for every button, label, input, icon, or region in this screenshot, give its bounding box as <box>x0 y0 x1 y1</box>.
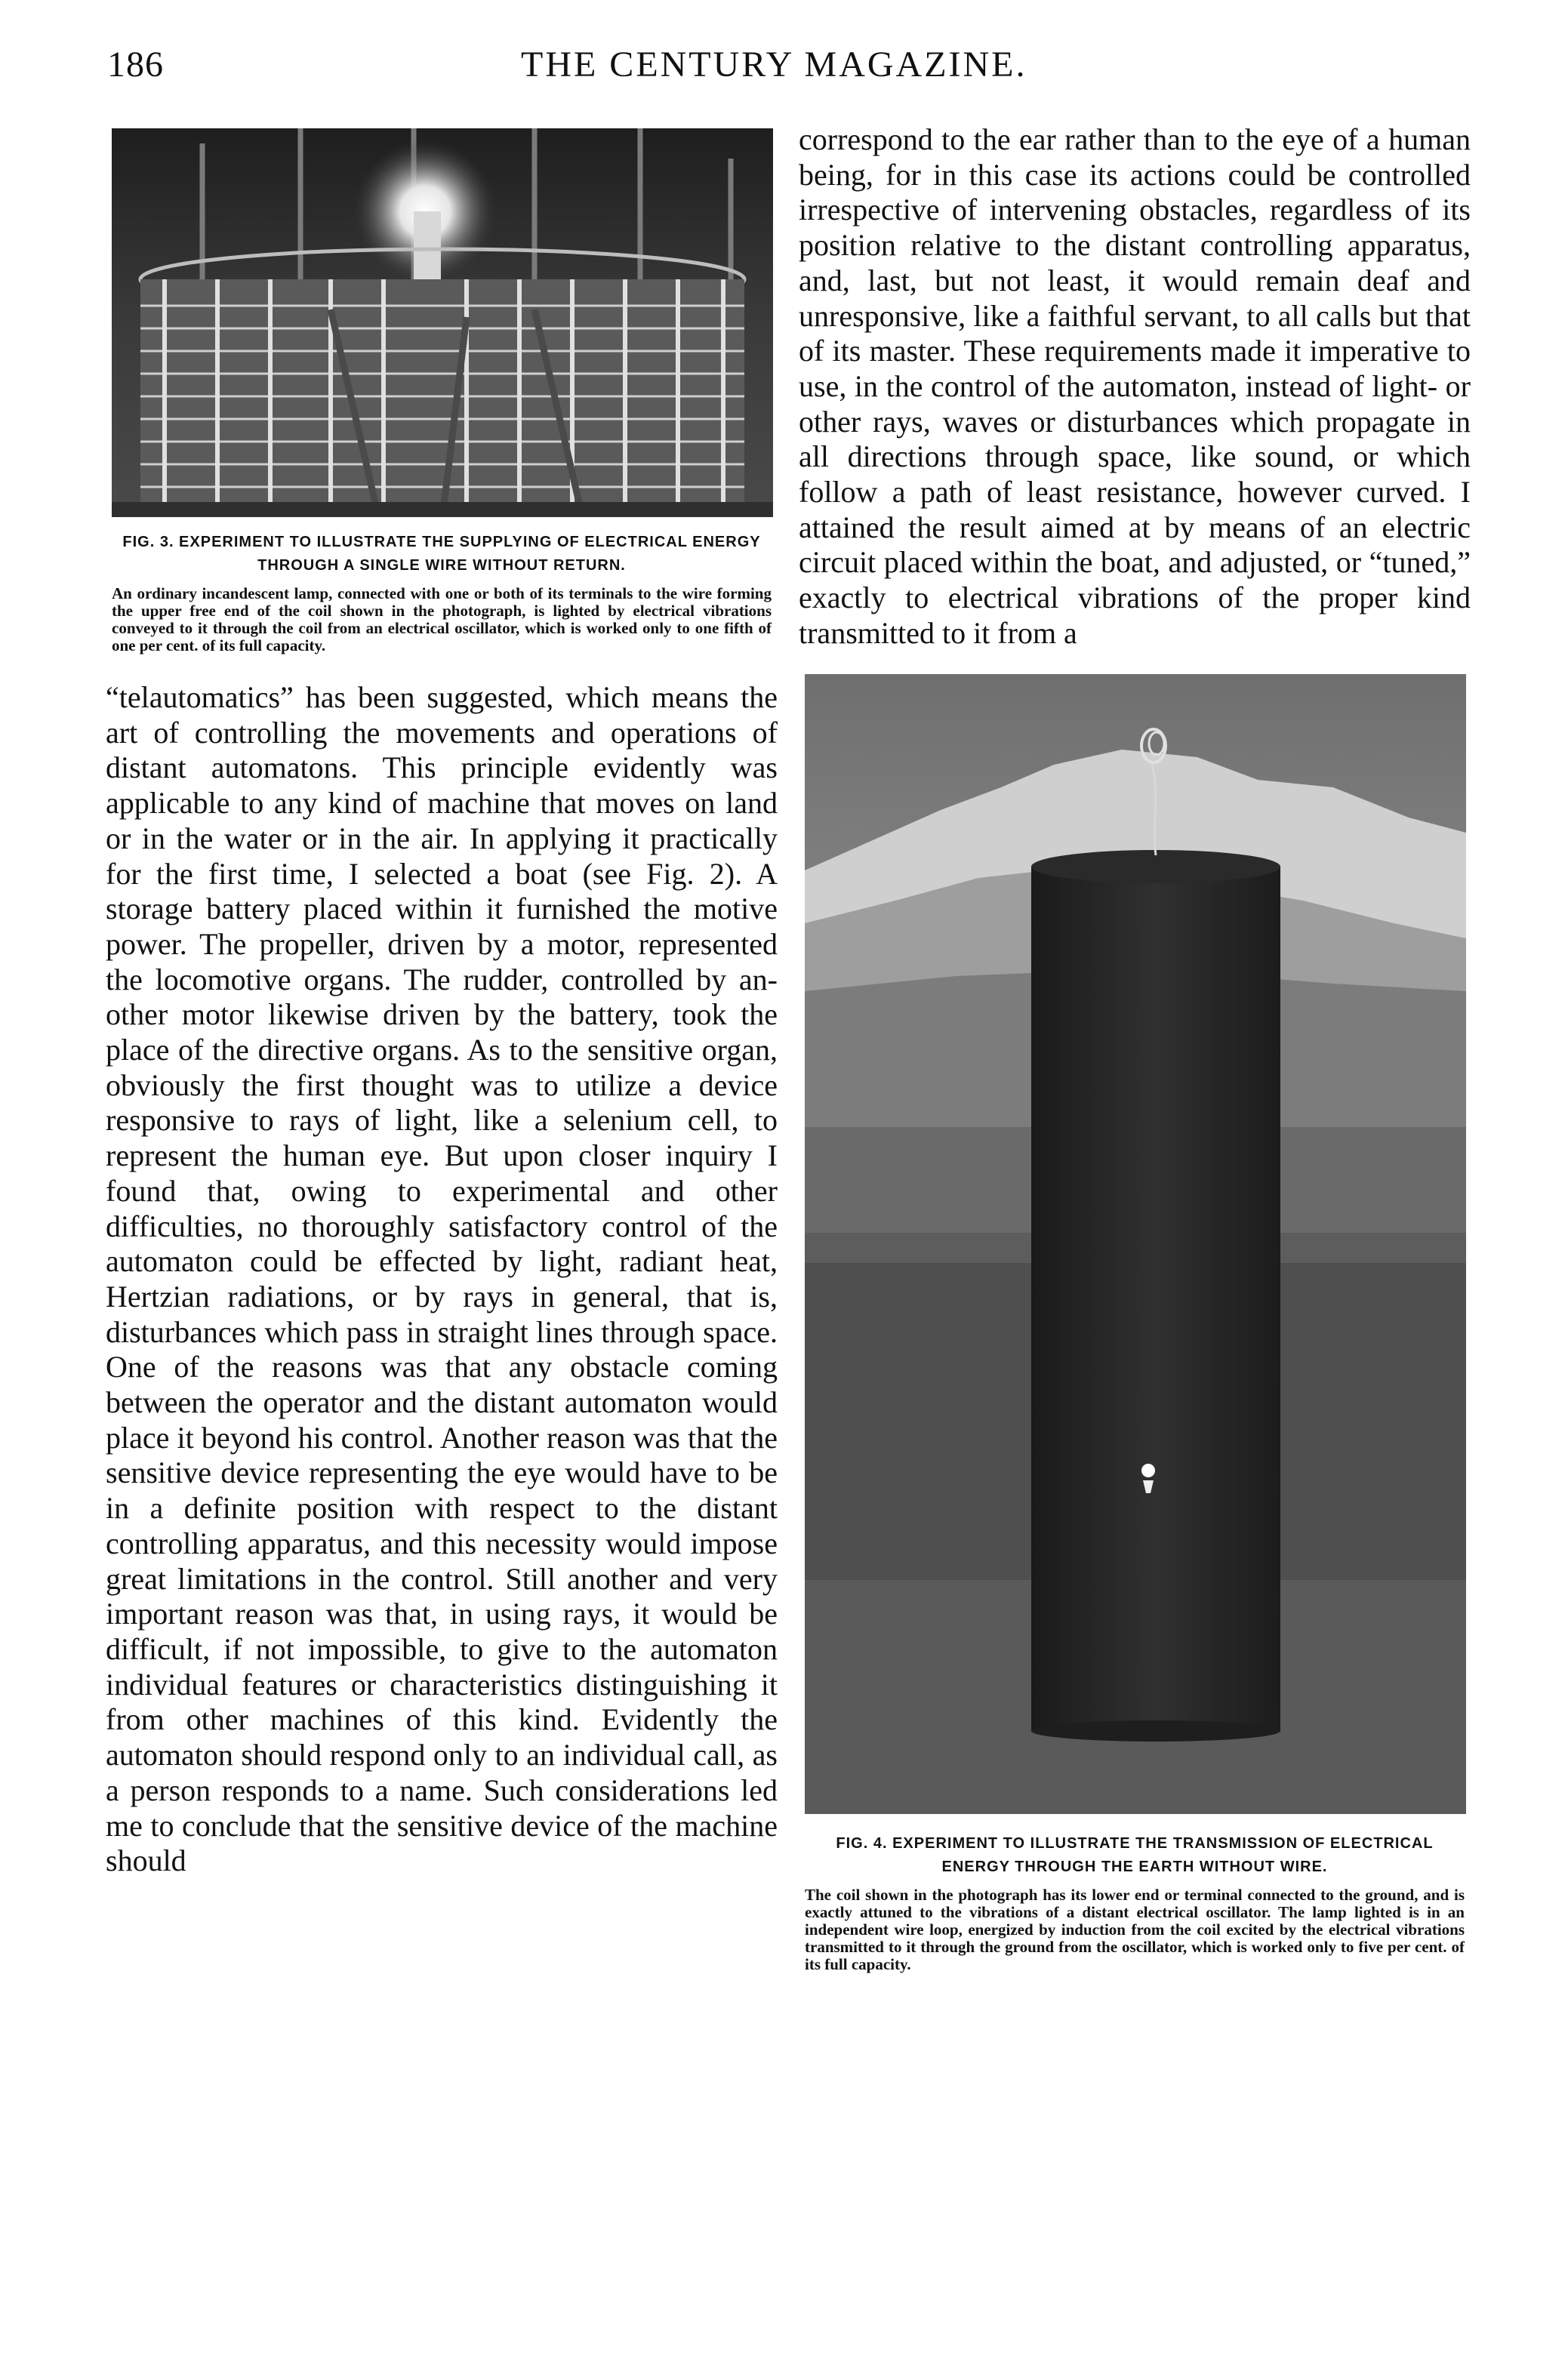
page-number: 186 <box>107 45 164 85</box>
page-header <box>0 44 1568 104</box>
left-column-text: “telautomatics” has been suggested, which means the art of controlling the movements and operations of distant automatons. This principle evidently was applicable to any kind of machine that moves on land or in the water or in the air. In applying it practically for the first time, I selected a boat (see Fig. 2). A storage battery placed within it furnished the motive power. The propeller, driven by a motor, represented the locomotive organs. The rudder, controlled by another motor likewise driven by the battery, took the place of the directive organs. As to the sensitive organ, obviously the first thought was to utilize a device responsive to rays of light, like a selenium cell, to represent the human eye. But upon closer inquiry I found that, owing to experimental and other difficulties, no thoroughly satisfactory control of the automaton could be effected by light, radiant heat, Hertzian radiations, or by rays in general, that is, disturbances which pass in straight lines through space. One of the reasons was that any obstacle coming between the operator and the distant automaton would place it beyond his control. Another reason was that the sensitive device representing the eye would have to be in a definite position with respect to the distant controlling apparatus, and this necessity would impose great limitations in the control. Still another and very important reason was that, in using rays, it would be difficult, if not impossible, to give to the automaton individual features or characteristics distinguishing it from other machines of this kind. Evidently the automaton should respond only to an individual call, as a person responds to a name. Such considerations led me to conclude that the sensitive device of the machine should <box>106 680 778 1878</box>
fig3-photograph <box>112 128 773 517</box>
coil-photo-image <box>112 128 773 517</box>
earth-coil-photo-image <box>805 674 1466 1814</box>
left-column <box>106 128 778 1879</box>
fig3-caption-text: An ordinary incandescent lamp, connected with one or both of its terminals to the wire forming the upper free end of the coil shown in the photograph, is lighted by electrical vibrations conveyed to it through the coil from an electrical oscillator, which is worked only to one fifth of one per cent. of its full capacity. <box>112 584 772 654</box>
fig3-title: FIG. 3. EXPERIMENT TO ILLUSTRATE THE SUPPLYING OF ELECTRICAL ENERGY THROUGH A SINGLE WIRE WITHOUT RETURN. <box>122 534 761 574</box>
right-column <box>799 122 1471 1973</box>
fig4-photograph <box>805 674 1466 1814</box>
running-head: THE CENTURY MAGAZINE. <box>521 45 1027 85</box>
fig4-title: FIG. 4. EXPERIMENT TO ILLUSTRATE THE TRANSMISSION OF ELECTRICAL ENERGY THROUGH THE EARTH WITHOUT WIRE. <box>836 1834 1434 1875</box>
fig3-caption <box>106 531 778 654</box>
fig4-caption-text: The coil shown in the photograph has its lower end or terminal connected to the ground, and is exactly attuned to the vibrations of a distant electrical oscillator. The lamp lighted is in an independent wire loop, energized by induction from the coil excited by the electrical vibrations transmitted to it through the ground from the oscillator, which is worked only to five per cent. of its full capacity. <box>805 1885 1465 1973</box>
right-column-text: correspond to the ear rather than to the eye of a human being, for in this case its actions could be controlled irrespective of intervening obstacles, regardless of its position relative to the distant controlling apparatus, and, last, but not least, it would remain deaf and unresponsive, like a faithful servant, to all calls but that of its master. These requirements made it imperative to use, in the control of the automaton, instead of light- or other rays, waves or disturbances which propagate in all directions through space, like sound, or which follow a path of least resistance, however curved. I attained the result aimed at by means of an electric circuit placed within the boat, and adjusted, or “tuned,” exactly to electrical vibrations of the proper kind transmitted to it from a <box>799 122 1471 650</box>
fig4-caption <box>799 1832 1471 1973</box>
